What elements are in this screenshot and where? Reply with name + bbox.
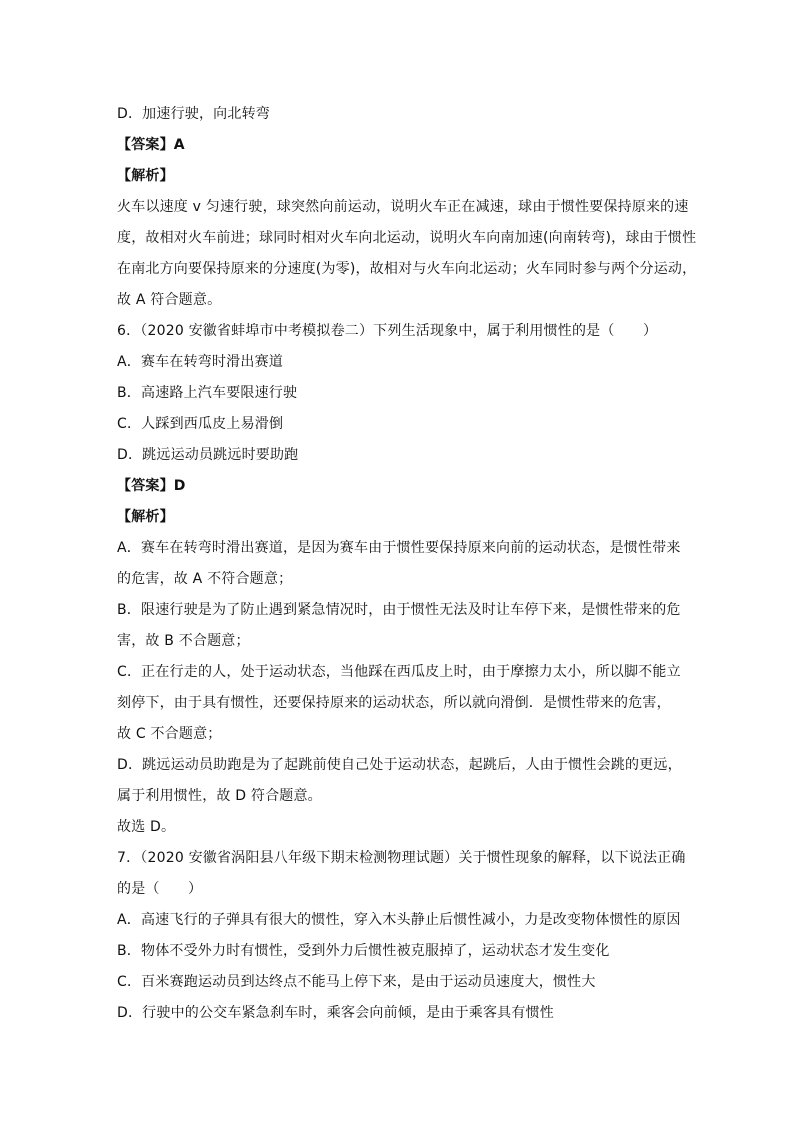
option-a-q7: A．高速飞行的子弹具有很大的惯性，穿入木头静止后惯性减小，力是改变物体惯性的原因 [117,912,681,928]
analysis-q6-line-5: C．正在行走的人，处于运动状态，当他踩在西瓜皮上时，由于摩擦力太小，所以脚不能立 [117,664,681,680]
analysis-q6-conclusion: 故选 D。 [117,819,176,835]
analysis-heading-q5: 【解析】 [117,168,174,184]
analysis-q5-line-3: 在南北方向要保持原来的分速度(为零)，故相对与火车向北运动；火车同时参与两个分运动， [117,261,697,277]
question-7-stem-line-2: 的是（ ） [117,881,203,897]
answer-heading-q5: 【答案】A [117,137,185,153]
analysis-q6-line-4: 害，故 B 不合题意； [117,633,250,649]
analysis-q5-line-4: 故 A 符合题意。 [117,292,222,308]
question-6-stem: 6．（2020 安徽省蚌埠市中考模拟卷二）下列生活现象中，属于利用惯性的是（ ） [117,323,658,339]
question-7-stem-line-1: 7．（2020 安徽省涡阳县八年级下期末检测物理试题）关于惯性现象的解释，以下说法正确 [117,850,686,866]
option-b-q7: B．物体不受外力时有惯性，受到外力后惯性被克服掉了，运动状态才发生变化 [117,943,610,959]
option-c-q7: C．百米赛跑运动员到达终点不能马上停下来，是由于运动员速度大，惯性大 [117,974,596,990]
option-d-q6: D．跳远运动员跳远时要助跑 [117,447,299,463]
analysis-q6-line-7: 故 C 不合题意； [117,726,222,742]
option-b-q6: B．高速路上汽车要限速行驶 [117,385,298,401]
analysis-q6-line-8: D．跳远运动员助跑是为了起跳前使自己处于运动状态，起跳后，人由于惯性会跳的更远， [117,757,682,773]
analysis-q5-line-2: 度，故相对火车前进；球同时相对火车向北运动，说明火车向南加速(向南转弯)，球由于惯性 [117,230,697,246]
analysis-q6-line-9: 属于利用惯性，故 D 符合题意。 [117,788,322,804]
option-a-q6: A．赛车在转弯时滑出赛道 [117,354,283,370]
analysis-q5-line-1: 火车以速度 v 匀速行驶，球突然向前运动，说明火车正在减速，球由于惯性要保持原来的速 [117,199,689,215]
option-d-q5: D．加速行驶，向北转弯 [117,106,270,122]
analysis-q6-line-2: 的危害，故 A 不符合题意； [117,571,293,587]
option-d-q7: D．行驶中的公交车紧急刹车时，乘客会向前倾，是由于乘客具有惯性 [117,1005,554,1021]
analysis-q6-line-1: A．赛车在转弯时滑出赛道，是因为赛车由于惯性要保持原来向前的运动状态，是惯性带来 [117,540,681,556]
analysis-heading-q6: 【解析】 [117,509,174,525]
analysis-q6-line-6: 刻停下，由于具有惯性，还要保持原来的运动状态，所以就向滑倒．是惯性带来的危害， [117,695,671,711]
analysis-q6-line-3: B．限速行驶是为了防止遇到紧急情况时，由于惯性无法及时让车停下来，是惯性带来的危 [117,602,681,618]
answer-heading-q6: 【答案】D [117,478,186,494]
option-c-q6: C．人踩到西瓜皮上易滑倒 [117,416,284,432]
